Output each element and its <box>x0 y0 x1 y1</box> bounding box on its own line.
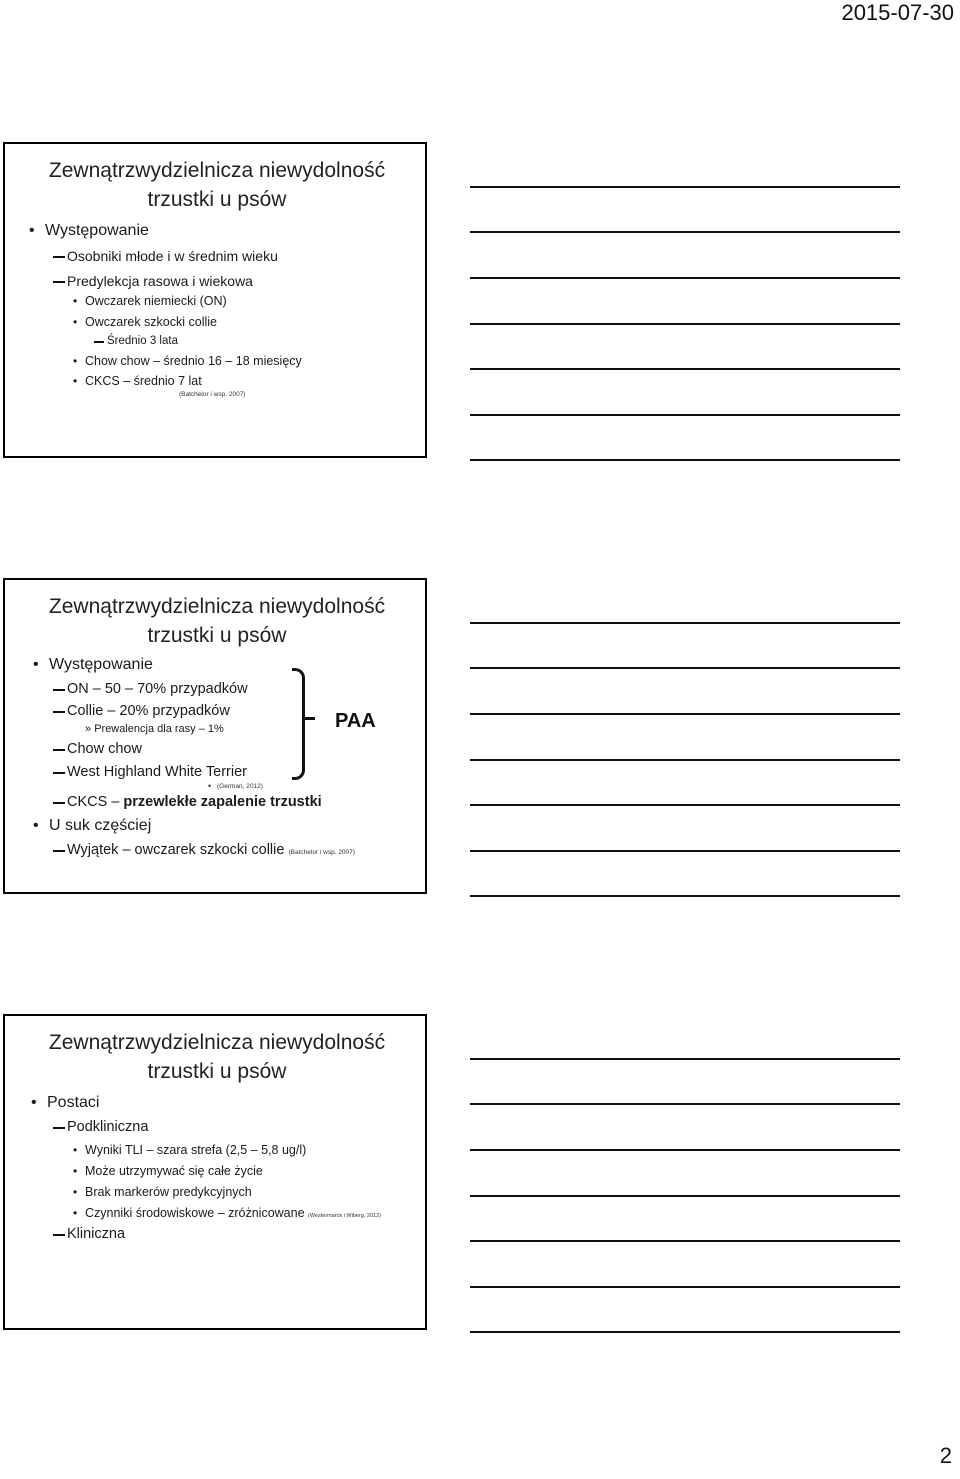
dash-item: Predylekcja rasowa i wiekowa <box>67 273 253 289</box>
citation: • (German, 2012) <box>217 783 263 790</box>
slide-1 <box>3 142 427 458</box>
sub-bullet-item: • Może utrzymywać się całe życie <box>85 1164 263 1178</box>
dash-sub-item: Średnio 3 lata <box>107 335 178 347</box>
slide-title-line1: Zewnątrzwydzielnicza niewydolność <box>48 159 386 182</box>
citation: (Westermarck i Wiberg, 2012) <box>308 1213 381 1219</box>
dash-item: Kliniczna <box>67 1226 126 1242</box>
bullet-item: • Postaci <box>47 1094 99 1112</box>
dash-item <box>67 842 355 858</box>
sub-bullet-item: • Owczarek szkocki collie <box>85 315 217 329</box>
sub-bullet-item: • Chow chow – średnio 16 – 18 miesięcy <box>85 354 302 368</box>
slide-2-title <box>5 592 429 650</box>
citation: (Batchelor i wsp. 2007) <box>179 391 246 398</box>
raquo-marker: » <box>85 723 92 735</box>
right-brace-icon <box>292 668 305 780</box>
sub-item-text: Prewalencja dla rasy – 1% <box>94 723 224 735</box>
sub-bullet-item: • Brak markerów predykcyjnych <box>85 1185 252 1199</box>
slide-3-title <box>5 1028 429 1086</box>
dash-item-prefix: CKCS – <box>67 794 120 810</box>
dash-item: West Highland White Terrier <box>67 764 247 780</box>
slide-3 <box>3 1014 427 1330</box>
page-number: 2 <box>939 1443 952 1468</box>
sub-bullet-text: Czynniki środowiskowe – zróżnicowane <box>85 1206 305 1220</box>
paa-label: PAA <box>335 710 376 732</box>
dash-item-bold: przewlekłe zapalenie trzustki <box>123 794 322 810</box>
brace-tip <box>305 717 315 720</box>
bullet-item: • Występowanie <box>49 656 153 674</box>
citation: (Batchelor i wsp. 2007) <box>288 849 355 856</box>
slide-title-line2: trzustki u psów <box>147 624 287 647</box>
sub-bullet-item: • CKCS – średnio 7 lat <box>85 374 202 388</box>
dash-item: Podkliniczna <box>67 1119 149 1135</box>
dash-item <box>67 794 322 810</box>
header-date: 2015-07-30 <box>841 0 954 25</box>
slide-2 <box>3 578 427 894</box>
bullet-item: • U suk częściej <box>49 817 151 835</box>
dash-item: Chow chow <box>67 741 142 757</box>
bullet-item: • Występowanie <box>45 222 149 240</box>
dash-item: ON – 50 – 70% przypadków <box>67 681 248 697</box>
slide-1-title <box>5 156 429 214</box>
dash-item-text: Wyjątek – owczarek szkocki collie <box>67 842 285 858</box>
slide-title-line1: Zewnątrzwydzielnicza niewydolność <box>48 1031 386 1054</box>
slide-title-line2: trzustki u psów <box>147 188 287 211</box>
dash-item: Osobniki młode i w średnim wieku <box>67 248 278 264</box>
sub-bullet-item: • Wyniki TLI – szara strefa (2,5 – 5,8 ug/l) <box>85 1143 306 1157</box>
sub-bullet-item <box>85 1206 381 1220</box>
sub-item <box>85 723 224 735</box>
slide-title-line1: Zewnątrzwydzielnicza niewydolność <box>48 595 386 618</box>
slide-title-line2: trzustki u psów <box>147 1060 287 1083</box>
sub-bullet-item: • Owczarek niemiecki (ON) <box>85 294 227 308</box>
dash-item: Collie – 20% przypadków <box>67 703 230 719</box>
